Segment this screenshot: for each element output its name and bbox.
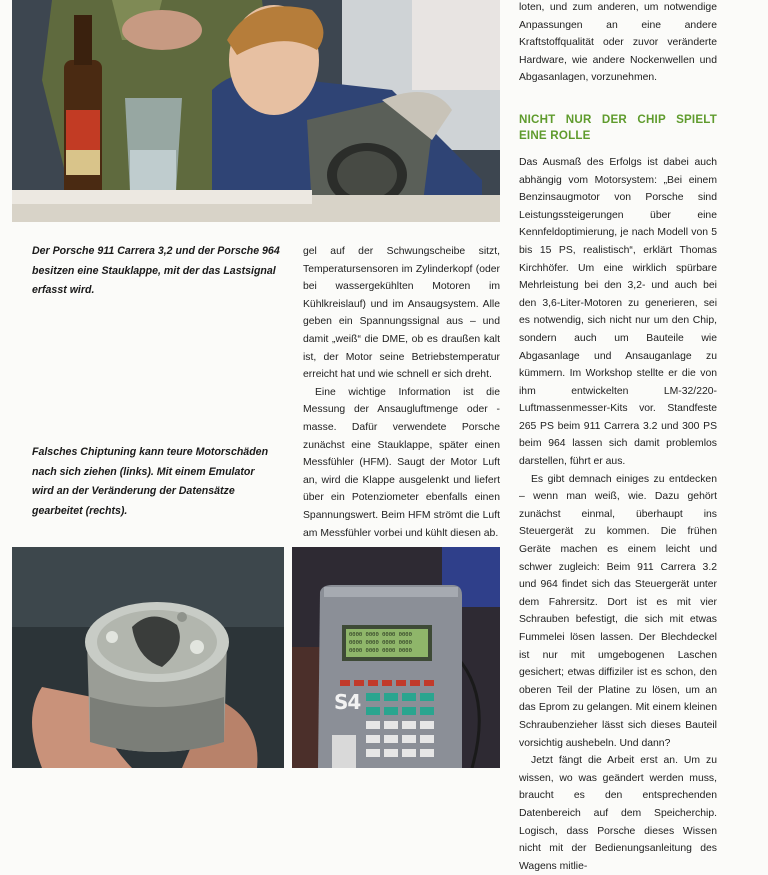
paragraph: Es gibt demnach einiges zu entdecken – wenn man weiß, wie. Dazu gehört zunächst einmal, überhaupt ins Steuergerät zu kommen. Die frühen Geräte machen es einem leicht und schwer zugleich: Beim 911 Carrera 3.2 und 964 findet sich das Steuergerät unter dem Fahrersitz. Dort ist es mit vier Schrauben befestigt, die sich mit etwas Fummelei lösen lassen. Der Blechdeckel ist nur mit umgebogenen Laschen gesichert; etwas diffiziler ist es schon, den oberen Teil der Platine zu lösen, um an das Eprom zu gelangen. Mit einem kleinen Schraubenzieher lässt sich dieses Bauteil vorsichtig aushebeln. Und dann? — [519, 473, 717, 749]
photo-damaged-piston — [12, 547, 284, 768]
display-line: 0000 0000 0000 0000 — [349, 632, 412, 638]
display-line: 0000 0000 0000 0000 — [349, 648, 412, 654]
section-heading: NICHT NUR DER CHIP SPIELT EINE ROLLE — [519, 112, 717, 142]
paragraph: gel auf der Schwungscheibe sitzt, Temperatursensoren im Zylinderkopf (oder bei wassergekühlten Motoren im Kühlkreislauf) und im Ansaugsystem. Alle geben ein Spannungssignal aus – und damit „weiß“ die DME, ob es draußen kalt ist, der Motor seine Betriebstemperatur erreicht hat und wie schnell er sich dreht. — [303, 246, 500, 381]
paragraph: loten, und zum anderen, um notwendige Anpassungen an eine andere Kraftstoffqualität oder zuvor veränderte Hardware, wie andere Nockenwellen und Abgasanlagen, vorzunehmen. — [519, 2, 717, 84]
article-right-column — [519, 0, 717, 875]
emulator-display — [349, 631, 427, 655]
article-middle-column — [303, 243, 500, 542]
caption-chiptuning: Falsches Chiptuning kann teure Motorschäden nach sich ziehen (links). Mit einem Emulator wird an der Veränderung der Datensätze gearbeitet (rechts). — [32, 446, 269, 517]
paragraph: Jetzt fängt die Arbeit erst an. Um zu wissen, wo was geändert werden muss, braucht es den entsprechenden Datenbereich auf dem Speicherchip. Logisch, dass Porsche dieses Wissen nicht mit der Bedienungsanleitung des Wagens mitlie- — [519, 755, 717, 872]
emulator-brand: S4 — [334, 690, 361, 714]
display-line: 0000 0000 0000 0000 — [349, 640, 412, 646]
paragraph: Das Ausmaß des Erfolgs ist dabei auch abhängig vom Motorsystem: „Bei einem Benzinsaugmotor von Porsche sind Leistungssteigerungen über eine Kennfeldoptimierung, je nach Modell von 5 bis 15 PS, realistisch“, erklärt Thomas Kirchhöfer. Um eine wirklich spürbare Mehrleistung bei den 3,2- und auch bei den 3,6-Liter-Motoren zu generieren, sei es notwendig, sich nicht nur um den Chip, sondern auch um Bauteile wie Abgasanlage und Ansauganlage zu kümmern. Im Workshop stellte er die von ihm entwickelten LM-32/220-Luftmassenmesser-Kits vor. Standfeste 265 PS beim 911 Carrera 3.2 und 300 PS beim 964 lassen sich damit problemlos darstellen, führt er aus. — [519, 156, 717, 468]
caption-stauklappe: Der Porsche 911 Carrera 3,2 und der Porsche 964 besitzen eine Stauklappe, mit der das Lastsignal erfasst wird. — [32, 245, 280, 296]
photo-workshop-boy — [12, 0, 500, 222]
photo-emulator-device — [292, 547, 500, 768]
paragraph: Eine wichtige Information ist die Messung der Ansaugluftmenge oder -masse. Dafür verwendete Porsche zunächst eine Stauklappe, später einen Messfühler (HFM). Saugt der Motor Luft an, wird die Klappe ausgelenkt und liefert über ein Potenziometer ebenfalls einen Spannungswert. Beim HFM strömt die Luft am Messfühler vorbei und kühlt diesen ab. — [303, 386, 500, 539]
